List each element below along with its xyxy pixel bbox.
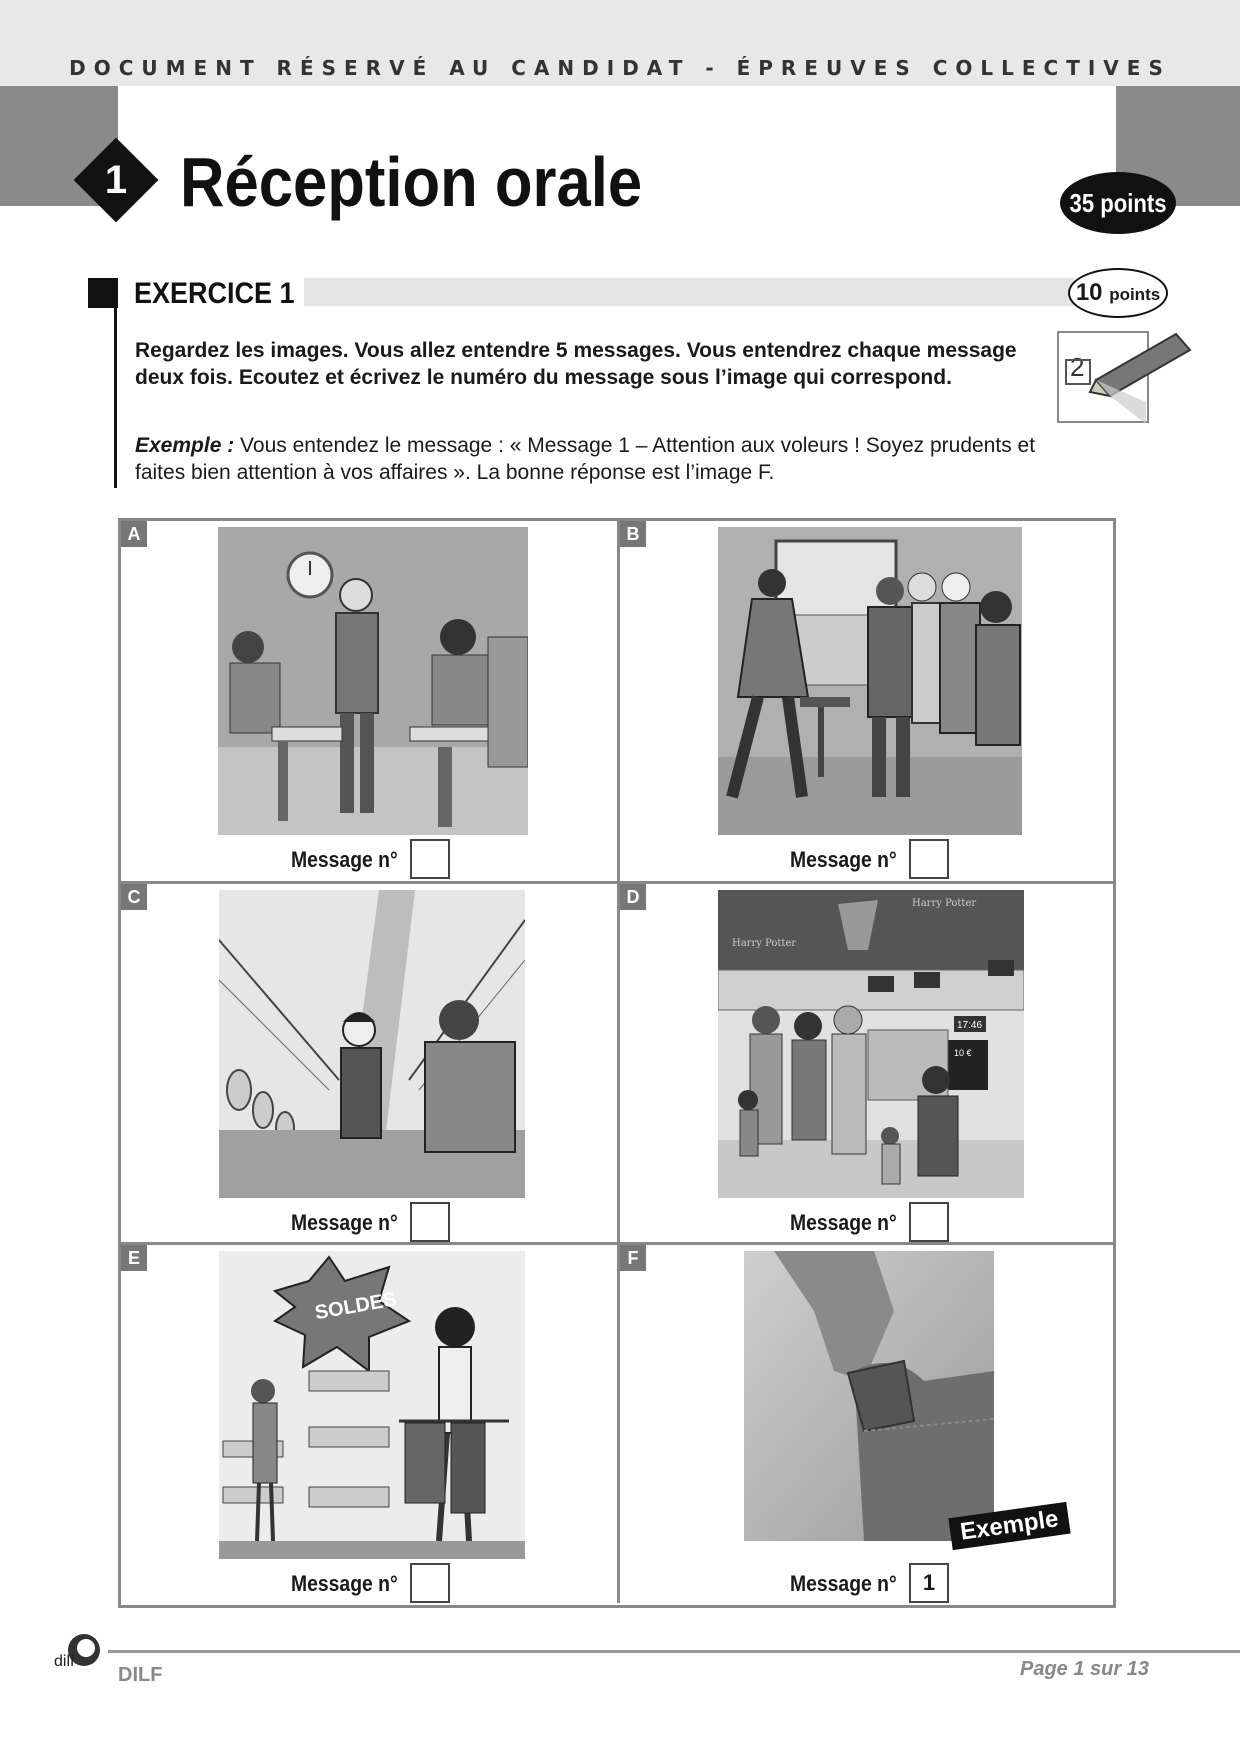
message-label: Message n°: [291, 847, 398, 872]
illustration-shoe-shop-sale: [219, 1251, 525, 1559]
message-label: Message n°: [291, 1571, 398, 1596]
illustration-airplane-cabin: [219, 890, 525, 1198]
image-cell-b: [617, 521, 1114, 882]
image-cell-d: [617, 881, 1114, 1242]
message-answer-box-f[interactable]: 1: [909, 1563, 949, 1603]
image-letter: F: [620, 1245, 646, 1271]
message-label: Message n°: [790, 847, 897, 872]
message-answer-box-c[interactable]: [410, 1202, 450, 1242]
exercise-points-badge: [1068, 268, 1168, 318]
image-cell-a: [121, 521, 618, 882]
message-answer-box-e[interactable]: [410, 1563, 450, 1603]
image-letter: B: [620, 521, 646, 547]
section-number: 1: [104, 158, 128, 202]
message-answer-row: [121, 1202, 618, 1242]
message-label: Message n°: [790, 1210, 897, 1235]
message-answer-box-a[interactable]: [410, 839, 450, 879]
message-answer-row: [620, 839, 1114, 879]
message-label: Message n°: [291, 1210, 398, 1235]
exercise-example: [135, 432, 1055, 486]
footer-brand: DILF: [118, 1664, 163, 1686]
illustration-office-meeting: [718, 527, 1022, 835]
exercise-instruction: Regardez les images. Vous allez entendre 5 messages. Vous entendrez chaque message deux fois. Ecoutez et écrivez le numéro du message sous l’image qui correspond.: [135, 339, 1017, 389]
exercise-title: EXERCICE 1: [134, 277, 295, 310]
pencil-writing-icon: [1056, 330, 1192, 426]
example-text: Vous entendez le message : « Message 1 – Attention aux voleurs ! Soyez prudents et faites bien attention à vos affaires ». La bonne réponse est l’image F.: [135, 434, 1036, 484]
ticket-price: 10 €: [954, 1048, 972, 1058]
image-cell-e: [121, 1242, 618, 1603]
photo-pickpocket: [744, 1251, 994, 1541]
image-letter: E: [121, 1245, 147, 1271]
image-letter: A: [121, 521, 147, 547]
dilf-logo-icon: [52, 1630, 106, 1672]
footer-rule: [108, 1650, 1240, 1653]
illustration-classroom: [218, 527, 528, 835]
section-title: Réception orale: [180, 143, 643, 221]
illustration-cinema-queue: [718, 890, 1024, 1198]
message-answer-row: [620, 1202, 1114, 1242]
message-answer-row: [121, 1563, 618, 1603]
cinema-clock: 17:46: [957, 1020, 983, 1031]
pencil-icon-number: 2: [1070, 352, 1085, 382]
exercise-title-bar: [304, 278, 1074, 306]
image-cell-c: [121, 881, 618, 1242]
image-grid: [118, 518, 1116, 1608]
message-answer-row: [121, 839, 618, 879]
dilf-logo-text: dilf: [54, 1653, 75, 1670]
example-label: Exemple :: [135, 434, 235, 457]
message-answer-row: [620, 1563, 1114, 1603]
page-number: Page 1 sur 13: [1020, 1658, 1149, 1680]
message-answer-box-d[interactable]: [909, 1202, 949, 1242]
image-letter: C: [121, 884, 147, 910]
sale-sign-text: SOLDES: [313, 1288, 399, 1325]
poster-text: Harry Potter: [732, 938, 797, 949]
section-points-text: 35 points: [1069, 188, 1167, 218]
exercise-points-number: 10: [1075, 279, 1103, 306]
section-points-badge: [1060, 172, 1176, 234]
message-answer-box-b[interactable]: [909, 839, 949, 879]
image-letter: D: [620, 884, 646, 910]
exercise-points-unit: points: [1109, 285, 1161, 304]
message-label: Message n°: [790, 1571, 897, 1596]
poster-text-2: Harry Potter: [912, 898, 977, 909]
image-cell-f: [617, 1242, 1114, 1603]
exercise-rule: [114, 278, 117, 488]
example-tag: Exemple: [948, 1502, 1070, 1550]
reserved-notice: DOCUMENT RÉSERVÉ AU CANDIDAT - ÉPREUVES COLLECTIVES: [69, 56, 1171, 80]
